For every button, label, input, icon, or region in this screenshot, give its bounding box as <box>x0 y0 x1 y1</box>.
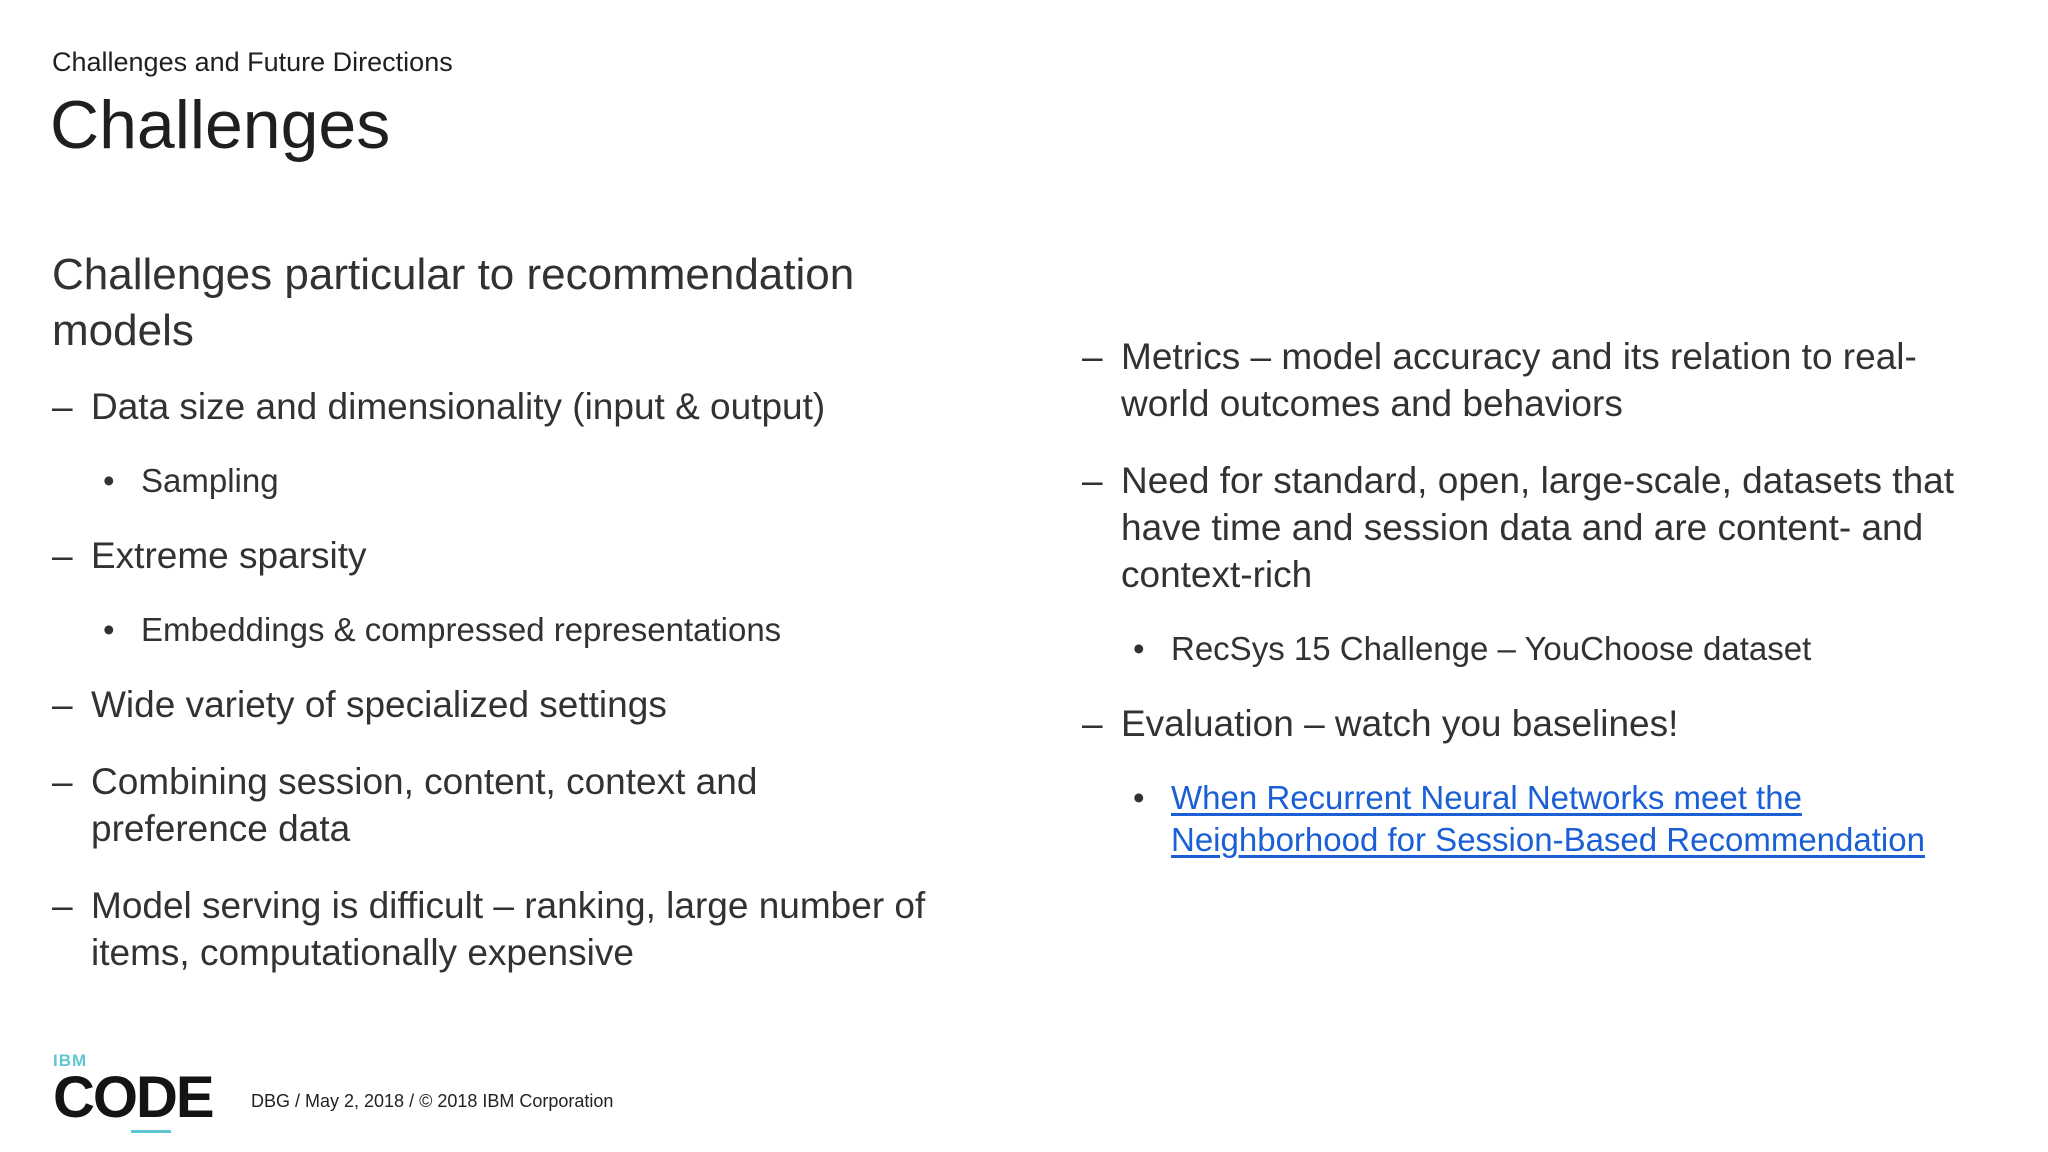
list-item <box>1082 700 2012 747</box>
list-item-text: preference data <box>91 808 351 849</box>
left-heading-line: Challenges particular to recommendation <box>52 250 855 299</box>
bullet-marker: • <box>103 462 115 499</box>
list-item <box>52 532 992 579</box>
bullet-marker: • <box>103 611 115 648</box>
footer-text: DBG / May 2, 2018 / © 2018 IBM Corporation <box>251 1091 614 1111</box>
list-item <box>52 681 992 728</box>
paper-link[interactable] <box>1171 777 2012 861</box>
bullet-marker: • <box>1133 779 1145 816</box>
list-item-text: Evaluation – watch you baselines! <box>1121 703 1679 744</box>
list-item <box>52 383 992 430</box>
sub-list-item <box>52 460 992 502</box>
paper-link-line[interactable]: When Recurrent Neural Networks meet the <box>1171 779 1802 816</box>
left-heading <box>52 247 992 359</box>
left-column <box>52 247 992 976</box>
dash-marker: – <box>52 535 73 576</box>
list-item-text: have time and session data and are content- and <box>1121 507 1924 548</box>
sub-list-item-text: RecSys 15 Challenge – YouChoose dataset <box>1171 630 1812 667</box>
list-item-text: context-rich <box>1121 554 1313 595</box>
sub-list-item-text: Embeddings & compressed representations <box>141 611 782 648</box>
list-item <box>52 758 992 852</box>
dash-marker: – <box>52 885 73 926</box>
dash-marker: – <box>52 386 73 427</box>
dash-marker: – <box>1082 460 1103 501</box>
list-item <box>52 882 992 976</box>
section-label: Challenges and Future Directions <box>52 47 453 77</box>
logo-underline <box>131 1130 171 1133</box>
list-item-text: Extreme sparsity <box>91 535 367 576</box>
list-item-text: Combining session, content, context and <box>91 761 758 802</box>
ibm-code-logo <box>53 1051 218 1130</box>
dash-marker: – <box>52 761 73 802</box>
sub-list-item <box>1082 777 2012 861</box>
dash-marker: – <box>1082 703 1103 744</box>
sub-list-item <box>52 609 992 651</box>
logo-brand: IBM <box>53 1051 88 1070</box>
list-item-text: Metrics – model accuracy and its relation to real- <box>1121 336 1917 377</box>
list-item-text: Need for standard, open, large-scale, datasets that <box>1121 460 1955 501</box>
dash-marker: – <box>1082 336 1103 377</box>
sub-list-item-text: Sampling <box>141 462 279 499</box>
list-item-text: Data size and dimensionality (input & output) <box>91 386 826 427</box>
bullet-marker: • <box>1133 630 1145 667</box>
slide-title: Challenges <box>50 87 391 163</box>
right-column <box>1082 333 2012 861</box>
list-item <box>1082 457 2012 598</box>
left-heading-line: models <box>52 306 194 355</box>
sub-list-item <box>1082 628 2012 670</box>
list-item-text: Wide variety of specialized settings <box>91 684 667 725</box>
list-item-text: items, computationally expensive <box>91 932 634 973</box>
list-item-text: world outcomes and behaviors <box>1121 383 1623 424</box>
logo-product: CODE <box>53 1065 213 1130</box>
list-item <box>1082 333 2012 427</box>
paper-link-line[interactable]: Neighborhood for Session-Based Recommendation <box>1171 821 1925 858</box>
list-item-text: Model serving is difficult – ranking, large number of <box>91 885 926 926</box>
dash-marker: – <box>52 684 73 725</box>
